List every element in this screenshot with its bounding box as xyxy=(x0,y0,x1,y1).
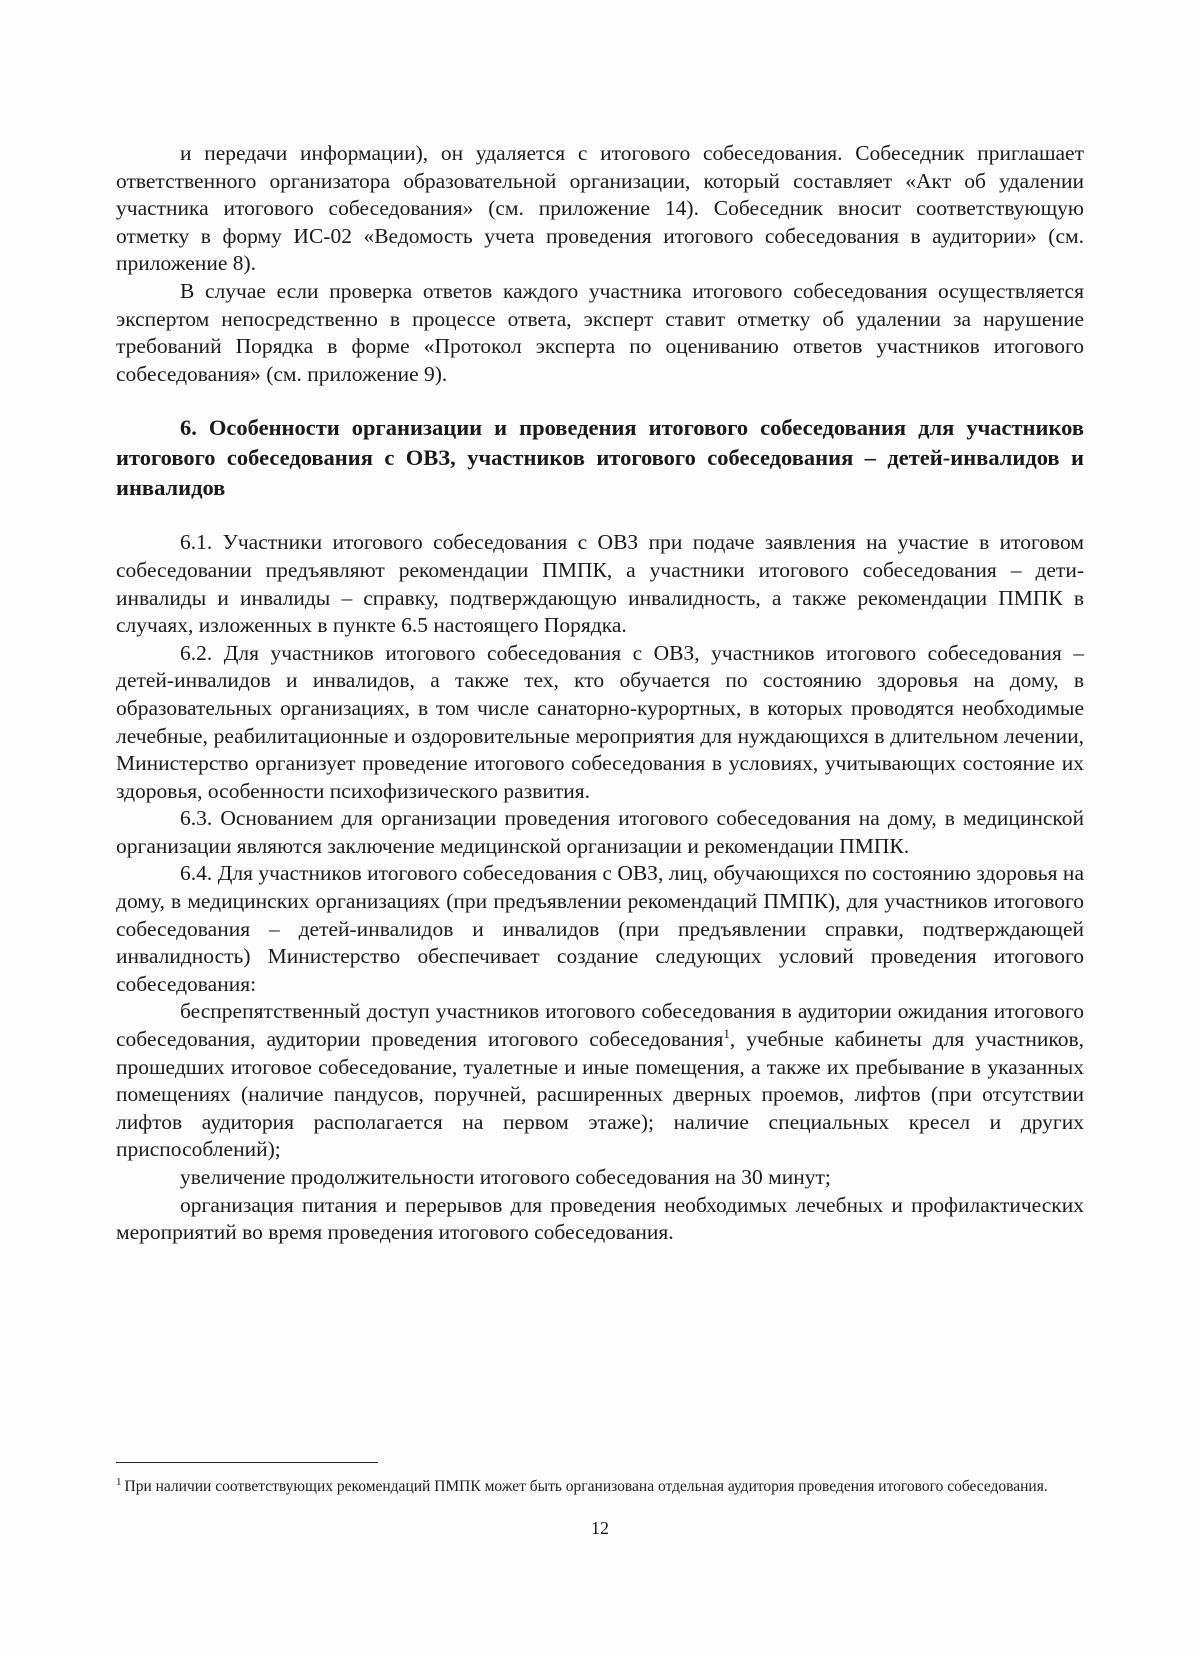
paragraph-removal-act: и передачи информации), он удаляется с итогового собеседования. Собеседник приглашает ответственного организатора образовательной организации, который составляет «Акт об удалении участника итогового собеседования» (см. приложение 14). Собеседник вносит соответствующую отметку в форму ИС-02 «Ведомость учета проведения итогового собеседования в аудитории» (см. приложение 8). xyxy=(116,141,1084,276)
paragraph-6-1: 6.1. Участники итогового собеседования с ОВЗ при подаче заявления на участие в итоговом собеседовании предъявляют рекомендации ПМПК, а участники итогового собеседования – дети-инвалиды и инвалиды – справку, подтверждающую инвалидность, а также рекомендации ПМПК в случаях, изложенных в пункте 6.5 настоящего Порядка. xyxy=(116,530,1084,638)
page-number: 12 xyxy=(591,1518,609,1538)
condition-food: организация питания и перерывов для проведения необходимых лечебных и профилактических мероприятий во время проведения итогового собеседования. xyxy=(116,1192,1084,1245)
paragraph-6-2: 6.2. Для участников итогового собеседования с ОВЗ, участников итогового собеседования – детей-инвалидов и инвалидов, а также тех, кто обучается по состоянию здоровья на дому, в образовательных организациях, в том числе санаторно-курортных, в которых проводятся необходимые лечебные, реабилитационные и оздоровительные мероприятия для нуждающихся в длительном лечении, Министерство организует проведение итогового собеседования в условиях, учитывающих состояние их здоровья, особенности психофизического развития. xyxy=(116,640,1084,803)
paragraph-expert-mark: В случае если проверка ответов каждого участника итогового собеседования осуществляется экспертом непосредственно в процессе ответа, эксперт ставит отметку об удалении за нарушение требований Порядка в форме «Протокол эксперта по оцениванию ответов участников итогового собеседования» (см. приложение 9). xyxy=(116,278,1084,386)
condition-access-text-after: , учебные кабинеты для участников, прошедших итоговое собеседование, туалетные и иные помещения, а также их пребывание в указанных помещениях (наличие пандусов, поручней, расширенных дверных проемов, лифтов (при отсутствии лифтов аудитория располагается на первом этаже); наличие специальных кресел и других приспособлений); xyxy=(116,1027,1084,1162)
footnote-mark: 1 xyxy=(116,1475,122,1488)
footnote-divider xyxy=(116,1462,378,1463)
condition-duration: увеличение продолжительности итогового собеседования на 30 минут; xyxy=(180,1165,831,1189)
section-heading: 6. Особенности организации и проведения итогового собеседования для участников итогового собеседования с ОВЗ, участников итогового собеседования – детей-инвалидов и инвалидов xyxy=(116,415,1084,501)
paragraph-6-3: 6.3. Основанием для организации проведения итогового собеседования на дому, в медицинской организации являются заключение медицинской организации и рекомендации ПМПК. xyxy=(116,806,1084,858)
paragraph-6-4: 6.4. Для участников итогового собеседования с ОВЗ, лиц, обучающихся по состоянию здоровья на дому, в медицинских организациях (при предъявлении рекомендаций ПМПК), для участников итогового собеседования – детей-инвалидов и инвалидов (при предъявлении справки, подтверждающей инвалидность) Министерство обеспечивает создание следующих условий проведения итогового собеседования: xyxy=(116,861,1084,996)
footnote-text: При наличии соответствующих рекомендаций ПМПК может быть организована отдельная аудитория проведения итогового собеседования. xyxy=(124,1478,1048,1495)
condition-access-text: беспрепятственный доступ участников итогового собеседования в аудитории ожидания итогового собеседования, аудитории проведения итогового собеседования xyxy=(116,999,1084,1052)
footnote xyxy=(116,1476,1084,1498)
condition-access xyxy=(116,998,1084,1164)
document-body xyxy=(116,140,1084,1247)
footnote-reference: 1 xyxy=(723,1025,730,1041)
